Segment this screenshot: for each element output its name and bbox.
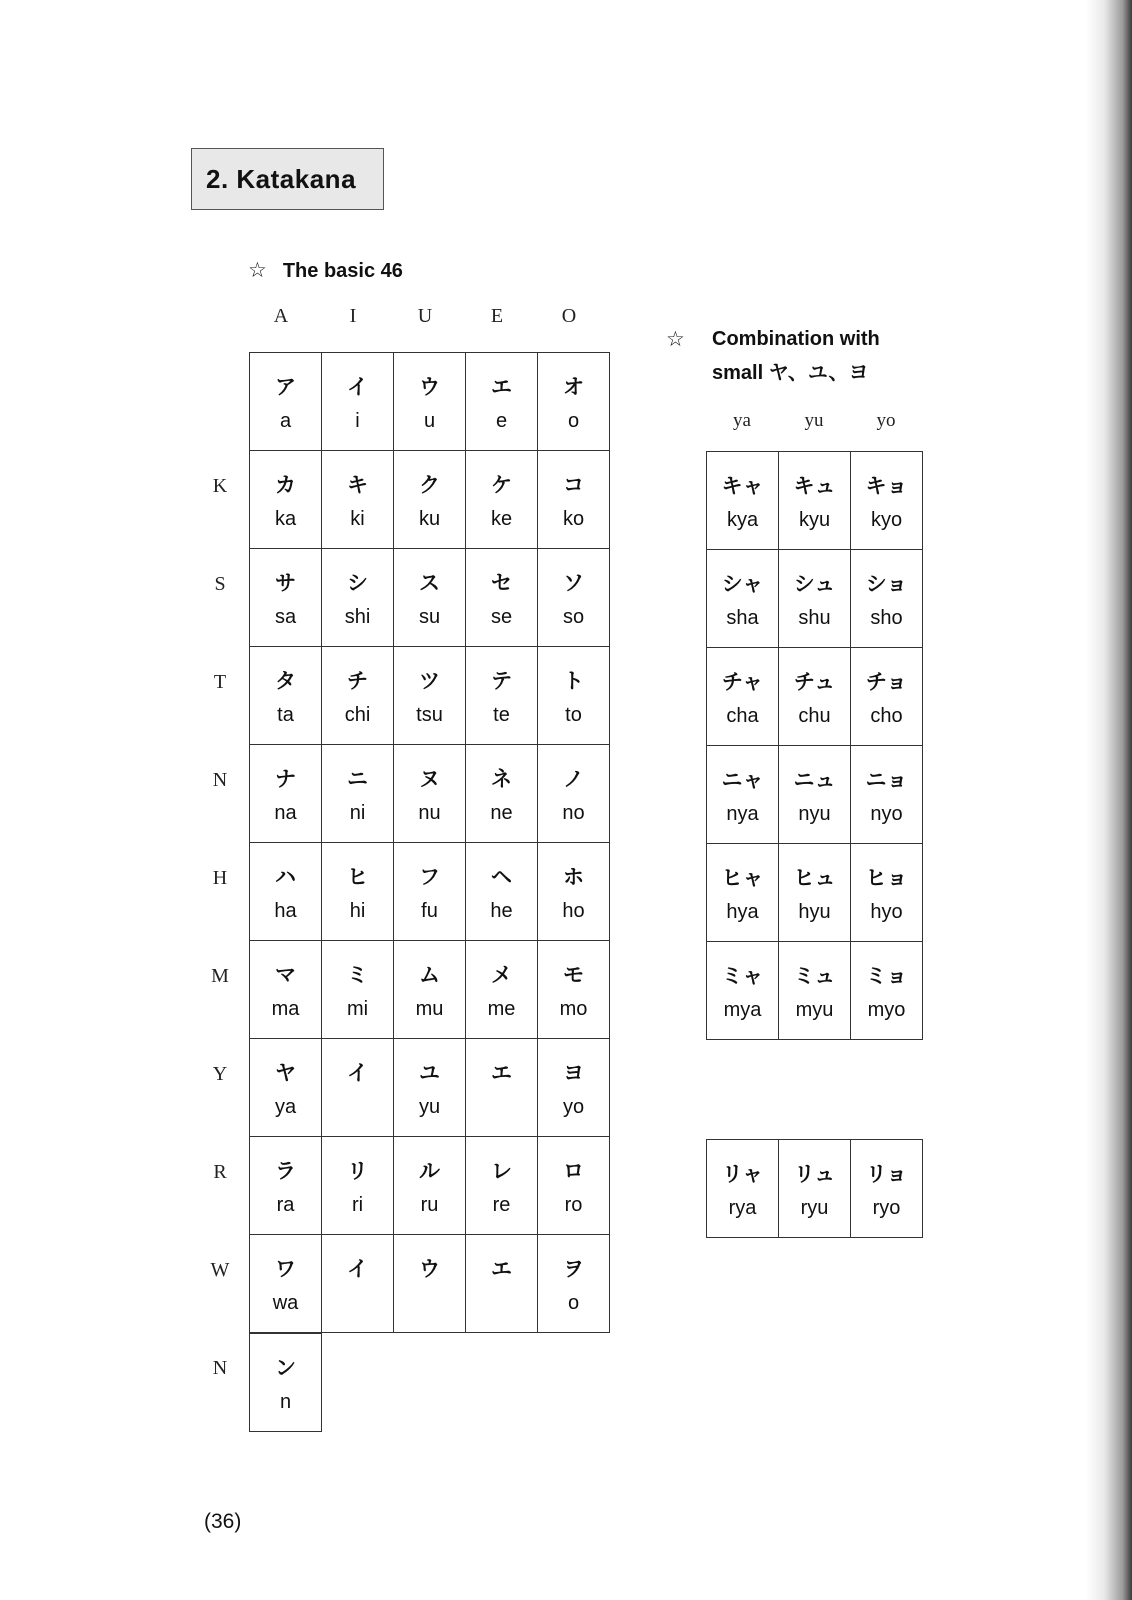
kana-character: ニ [347,767,368,791]
kana-cell [322,353,394,451]
kana-character: リュ [793,1162,836,1186]
romaji-label: cha [726,705,759,727]
kana-character: ヘ [491,865,512,889]
kana-cell [779,942,851,1040]
basic-row-header: K [212,475,228,497]
romaji-label: o [567,410,580,432]
kana-character: ケ [491,473,512,497]
romaji-label: he [490,900,513,922]
combo-caption-line1: Combination with [712,328,880,350]
kana-character: イ [347,1257,368,1281]
table-row [250,1039,610,1137]
romaji-label: ku [418,508,441,530]
table-row [250,941,610,1039]
kana-cell [322,549,394,647]
kana-character: ラ [275,1159,296,1183]
kana-cell [851,648,923,746]
romaji-label: sha [726,607,759,629]
combo-caption [666,322,880,390]
table-row [707,746,923,844]
table-row [250,549,610,647]
kana-cell [538,941,610,1039]
romaji-label: ra [276,1194,295,1216]
table-row [250,843,610,941]
romaji-label: fu [421,900,438,922]
kana-character: ミュ [793,964,836,988]
kana-cell [779,844,851,942]
page-binding-edge [1086,0,1132,1600]
romaji-label: tsu [416,704,443,726]
kana-character: カ [275,473,296,497]
kana-cell [779,1140,851,1238]
romaji-label: n [279,1391,292,1413]
kana-cell [707,746,779,844]
kana-character: ウ [419,375,440,399]
romaji-label: mo [559,998,588,1020]
romaji-label: to [565,704,582,726]
kana-cell [466,549,538,647]
kana-cell [707,844,779,942]
romaji-label: myu [795,999,834,1021]
kana-cell [394,1235,466,1333]
table-row [250,1235,610,1333]
kana-cell [322,647,394,745]
kana-character: ナ [275,767,296,791]
romaji-label: su [418,606,441,628]
basic-katakana-n-row [249,1333,322,1432]
kana-character: ヲ [563,1257,584,1281]
kana-character: ク [419,473,440,497]
kana-character: チャ [721,670,764,694]
kana-character: ワ [275,1257,296,1281]
romaji-label: mu [415,998,444,1020]
kana-cell [538,1039,610,1137]
page-number: (36) [204,1510,242,1533]
kana-cell [707,942,779,1040]
kana-character: ミ [347,963,368,987]
kana-cell [250,745,322,843]
kana-cell [466,843,538,941]
table-row [250,745,610,843]
kana-character: チョ [865,670,908,694]
romaji-label: ru [420,1194,439,1216]
kana-cell [707,1140,779,1238]
kana-cell [394,745,466,843]
kana-character: チュ [793,670,836,694]
romaji-label: ta [277,704,294,726]
basic-row-header: H [212,867,228,889]
romaji-label: me [487,998,516,1020]
kana-cell [779,452,851,550]
kana-character: リ [347,1159,368,1183]
kana-cell [250,647,322,745]
kana-character: セ [491,571,512,595]
table-row [250,1137,610,1235]
romaji-label: mya [723,999,762,1021]
kana-character: ヒャ [721,866,764,890]
romaji-label: kya [726,509,759,531]
kana-cell [851,844,923,942]
basic-column-header: A [273,305,289,327]
kana-character: ニャ [721,768,764,792]
kana-character: サ [275,571,296,595]
kana-character: ア [275,375,296,399]
kana-character: ミャ [721,964,764,988]
kana-cell [779,550,851,648]
kana-character: エ [491,1061,512,1085]
kana-character: ネ [491,767,512,791]
kana-cell [394,843,466,941]
kana-cell [466,647,538,745]
star-icon: ☆ [666,327,685,351]
kana-character: ウ [419,1257,440,1281]
romaji-label: ma [271,998,300,1020]
kana-cell [250,1137,322,1235]
romaji-label: ya [274,1096,297,1118]
kana-cell [250,843,322,941]
romaji-label: nya [726,803,759,825]
kana-cell [250,1039,322,1137]
kana-character: チ [347,669,368,693]
basic-caption-text: The basic 46 [282,260,403,282]
kana-cell [538,549,610,647]
table-row [250,353,610,451]
kana-cell [538,1137,610,1235]
romaji-label: hya [726,901,759,923]
kana-character: コ [563,473,584,497]
kana-cell [394,549,466,647]
table-row [707,1140,923,1238]
kana-character: レ [491,1159,512,1183]
kana-character: リャ [721,1162,764,1186]
kana-character: ヌ [419,767,440,791]
kana-cell [466,1137,538,1235]
romaji-label: myo [867,999,906,1021]
romaji-label: chu [798,705,831,727]
kana-character: キ [347,473,368,497]
kana-cell [322,1039,394,1137]
basic-row-header: N [212,1357,228,1379]
kana-cell [322,941,394,1039]
kana-cell [466,1039,538,1137]
romaji-label: hyo [870,901,903,923]
kana-character: ホ [563,865,584,889]
kana-cell [394,1137,466,1235]
kana-character: キョ [865,474,908,498]
romaji-label: rya [728,1197,757,1219]
kana-cell [466,941,538,1039]
romaji-label: ke [490,508,513,530]
basic-row-header: Y [212,1063,228,1085]
romaji-label: na [274,802,297,824]
kana-character: ニュ [793,768,836,792]
kana-cell [851,746,923,844]
kana-character: ス [419,571,440,595]
basic-column-header: I [349,305,357,327]
kana-character: イ [347,375,368,399]
table-row [707,942,923,1040]
romaji-label: shu [798,607,831,629]
kana-cell [538,451,610,549]
kana-character: ン [275,1356,296,1380]
kana-character: マ [275,963,296,987]
kana-cell [707,550,779,648]
romaji-label: re [492,1194,511,1216]
romaji-label: e [495,410,508,432]
romaji-label: ho [562,900,585,922]
kana-cell [851,942,923,1040]
combo-katakana-r-row [706,1139,923,1238]
kana-character: ハ [275,865,296,889]
romaji-label: ri [351,1194,364,1216]
kana-cell [851,1140,923,1238]
kana-character: ヨ [563,1061,584,1085]
kana-character: イ [347,1061,368,1085]
kana-character: ル [419,1159,440,1183]
kana-cell [466,451,538,549]
kana-cell [394,353,466,451]
romaji-label: so [562,606,585,628]
kana-character: ヒュ [793,866,836,890]
table-row [707,550,923,648]
kana-cell [466,353,538,451]
kana-character: キュ [793,474,836,498]
romaji-label: ryo [872,1197,901,1219]
kana-character: ヒョ [865,866,908,890]
kana-character: フ [419,865,440,889]
kana-cell [707,452,779,550]
basic-column-header: U [417,305,433,327]
kana-cell [779,746,851,844]
kana-character: ヤ [275,1061,296,1085]
romaji-label: i [355,410,360,432]
kana-cell [322,1137,394,1235]
kana-cell [394,647,466,745]
kana-character: リョ [865,1162,908,1186]
kana-cell [250,451,322,549]
combo-katakana-table [706,451,923,1040]
basic-row-header: M [211,965,229,987]
romaji-label: chi [344,704,371,726]
kana-character: シャ [721,572,764,596]
basic-column-header: E [490,305,504,327]
table-row [707,844,923,942]
romaji-label: nyu [798,803,831,825]
kana-character: ショ [865,572,908,596]
combo-column-header: ya [733,410,751,431]
romaji-label: ha [274,900,297,922]
basic-column-header: O [561,305,577,327]
basic-row-header: N [212,769,228,791]
kana-character: ツ [419,669,440,693]
kana-character: ヒ [347,865,368,889]
kana-character: エ [491,1257,512,1281]
kana-cell [707,648,779,746]
romaji-label: se [490,606,513,628]
kana-cell [322,745,394,843]
romaji-label: sho [870,607,903,629]
kana-cell [538,647,610,745]
table-row [250,1334,322,1432]
kana-cell [394,941,466,1039]
romaji-label: hyu [798,901,831,923]
romaji-label: wa [272,1292,299,1314]
kana-character: ソ [563,571,584,595]
basic-row-header: S [214,573,226,595]
combo-caption-line2: small ヤ、ユ、ヨ [712,362,869,384]
romaji-label: kyo [870,509,903,531]
romaji-label: ni [349,802,366,824]
kana-character: ミョ [865,964,908,988]
kana-cell [394,451,466,549]
table-row [707,452,923,550]
romaji-label: no [562,802,585,824]
romaji-label: ne [490,802,513,824]
kana-character: メ [491,963,512,987]
kana-cell [851,452,923,550]
table-row [250,647,610,745]
kana-cell [322,843,394,941]
romaji-label: nu [418,802,441,824]
kana-character: キャ [721,474,764,498]
romaji-label: ka [274,508,297,530]
kana-cell [538,745,610,843]
table-row [250,451,610,549]
kana-cell [538,843,610,941]
romaji-label: o [567,1292,580,1314]
kana-cell [322,1235,394,1333]
romaji-label: a [279,410,292,432]
kana-character: シ [347,571,368,595]
romaji-label: yu [418,1096,441,1118]
kana-character: ム [419,963,440,987]
romaji-label: kyu [798,509,831,531]
romaji-label: ko [562,508,585,530]
romaji-label: sa [274,606,297,628]
basic-katakana-table [249,352,610,1333]
romaji-label: ryu [800,1197,829,1219]
combo-column-header: yu [804,410,824,431]
kana-cell [250,941,322,1039]
kana-cell [250,353,322,451]
kana-character: オ [563,375,584,399]
kana-character: ト [563,669,584,693]
kana-cell [322,451,394,549]
kana-cell [779,648,851,746]
romaji-label: mi [346,998,369,1020]
kana-cell [394,1039,466,1137]
kana-character: エ [491,375,512,399]
basic-row-header: T [213,671,227,693]
kana-cell [851,550,923,648]
romaji-label: hi [349,900,366,922]
kana-character: ユ [419,1061,440,1085]
section-title: 2. Katakana [191,148,384,210]
table-row [707,648,923,746]
romaji-label: u [423,410,436,432]
kana-cell [250,549,322,647]
kana-character: テ [491,669,512,693]
romaji-label: shi [344,606,371,628]
romaji-label: ki [350,508,365,530]
kana-character: シュ [793,572,836,596]
kana-character: モ [563,963,584,987]
kana-cell [466,745,538,843]
basic-row-header: W [210,1259,230,1281]
kana-cell [250,1235,322,1333]
romaji-label: nyo [870,803,903,825]
kana-character: ノ [563,767,584,791]
basic-caption [248,258,403,283]
kana-cell [538,1235,610,1333]
basic-row-header: R [213,1161,227,1183]
kana-cell [250,1334,322,1432]
romaji-label: cho [870,705,903,727]
kana-cell [538,353,610,451]
star-icon: ☆ [248,258,267,282]
kana-character: ロ [563,1159,584,1183]
romaji-label: ro [564,1194,583,1216]
romaji-label: yo [562,1096,585,1118]
kana-character: タ [275,669,296,693]
kana-character: ニョ [865,768,908,792]
romaji-label: te [493,704,510,726]
combo-column-header: yo [876,410,896,431]
kana-cell [466,1235,538,1333]
